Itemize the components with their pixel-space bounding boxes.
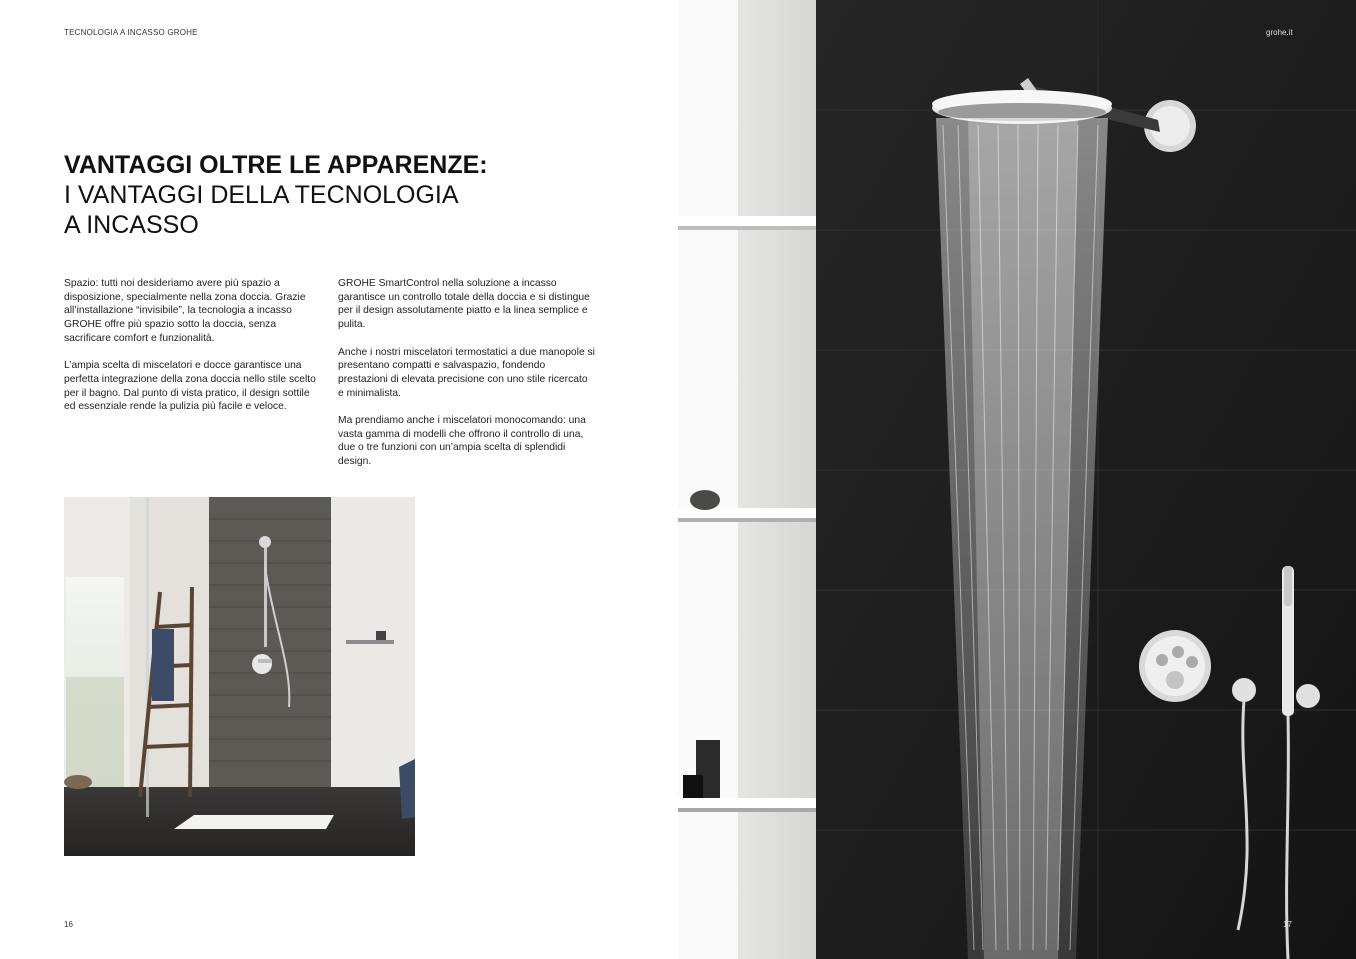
bathroom-illustration (64, 497, 415, 856)
page-number-right: 17 (1283, 920, 1292, 929)
shower-illustration (678, 0, 1356, 959)
shower-photo (678, 0, 1356, 959)
bathroom-photo (64, 497, 415, 856)
page-title (64, 150, 584, 240)
paragraph: Anche i nostri miscelatori termostatici a due manopole si presentano compatti e salvaspazio, fondendo prestazioni di elevata precisione con uno stile ricercato e minimalista. (338, 346, 595, 399)
paragraph: GROHE SmartControl nella soluzione a incasso garantisce un controllo totale della doccia e si distingue per il design assolutamente piatto e la linea semplice e pulita. (338, 278, 590, 331)
paragraph: L’ampia scelta di miscelatori e docce garantisce una perfetta integrazione della zona doccia nello stile scelto per il bagno. Dal punto di vista pratico, il design sottile ed essenziale rende la pulizia più facile e veloce. (64, 360, 316, 413)
title-line-1: VANTAGGI OLTRE LE APPARENZE: (64, 151, 488, 179)
title-line-3: A INCASSO (64, 211, 199, 239)
running-title: TECNOLOGIA A INCASSO GROHE (64, 28, 198, 37)
body-column-1 (64, 277, 322, 428)
paragraph: Ma prendiamo anche i miscelatori monocomando: una vasta gamma di modelli che offrono il controllo di una, due o tre funzioni con un’ampia scelta di splendidi design. (338, 415, 586, 468)
page-number-left: 16 (64, 920, 73, 929)
body-column-2 (338, 277, 596, 483)
site-url: grohe.it (1266, 28, 1293, 37)
paragraph: Spazio: tutti noi desideriamo avere più spazio a disposizione, specialmente nella zona doccia. Grazie all’installazione “invisibile”, la tecnologia a incasso GROHE offre più spazio sotto la doccia, senza sacrificare comfort e funzionalità. (64, 278, 306, 344)
title-line-2: I VANTAGGI DELLA TECNOLOGIA (64, 181, 459, 209)
